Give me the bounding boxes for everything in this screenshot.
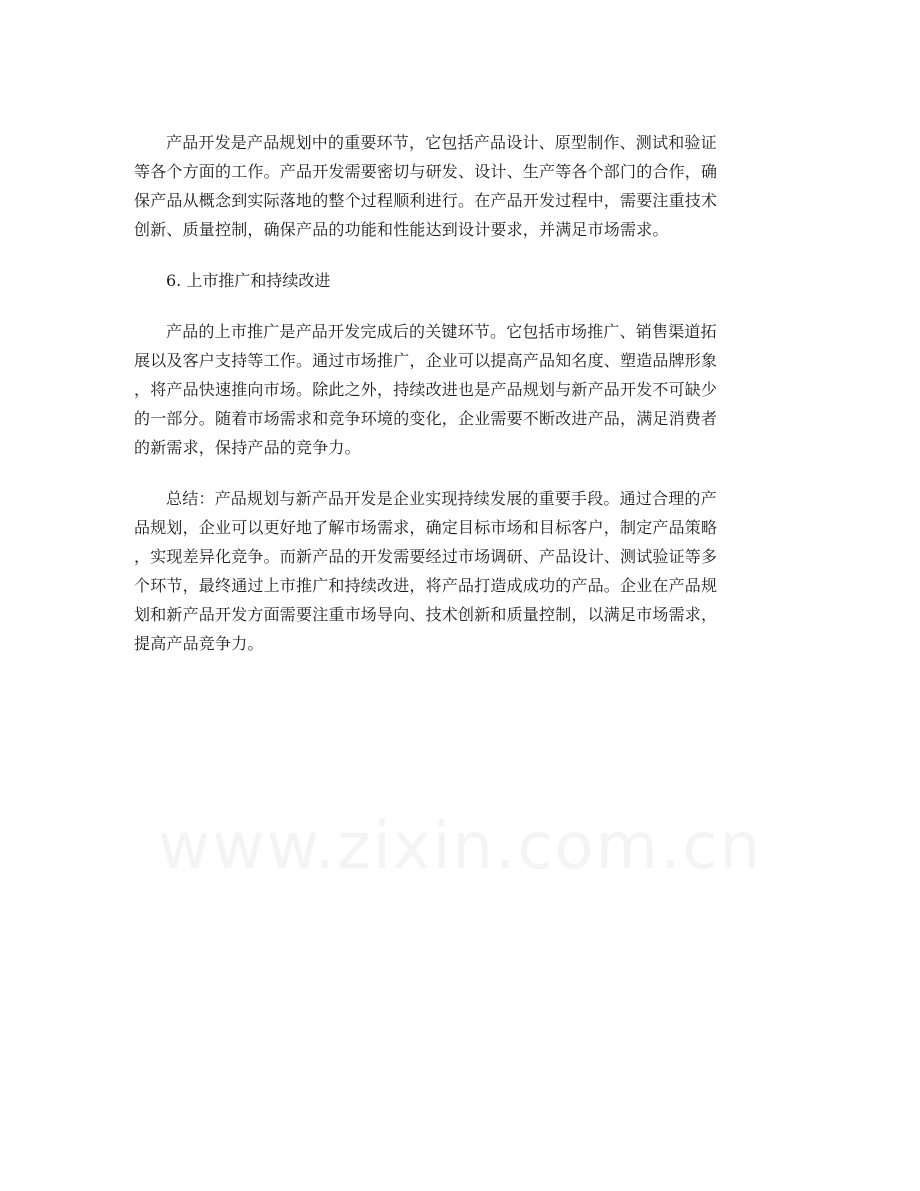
paragraph-line: 提高产品竞争力。 xyxy=(134,634,264,653)
paragraph-line: 展以及客户支持等工作。通过市场推广，企业可以提高产品知名度、塑造品牌形象 xyxy=(134,351,718,370)
paragraph-line: 产品的上市推广是产品开发完成后的关键环节。它包括市场推广、销售渠道拓 xyxy=(166,322,717,341)
section-heading-6: 6. 上市推广和持续改进 xyxy=(166,271,331,290)
paragraph-line: 品规划，企业可以更好地了解市场需求，确定目标市场和目标客户，制定产品策略 xyxy=(134,518,718,537)
paragraph-launch-promotion xyxy=(134,317,786,462)
paragraph-line: ，实现差异化竞争。而新产品的开发需要经过市场调研、产品设计、测试验证等多 xyxy=(134,547,718,566)
paragraph-line: 个环节，最终通过上市推广和持续改进，将产品打造成成功的产品。企业在产品规 xyxy=(134,576,718,595)
paragraph-line: 创新、质量控制，确保产品的功能和性能达到设计要求，并满足市场需求。 xyxy=(134,220,669,239)
paragraph-product-development xyxy=(134,128,786,244)
paragraph-summary xyxy=(134,484,786,658)
paragraph-line: 的一部分。随着市场需求和竞争环境的变化，企业需要不断改进产品，满足消费者 xyxy=(134,409,718,428)
paragraph-line: 划和新产品开发方面需要注重市场导向、技术创新和质量控制，以满足市场需求， xyxy=(134,605,718,624)
paragraph-line: 总结：产品规划与新产品开发是企业实现持续发展的重要手段。通过合理的产 xyxy=(166,489,717,508)
paragraph-line: 保产品从概念到实际落地的整个过程顺利进行。在产品开发过程中，需要注重技术 xyxy=(134,191,718,210)
paragraph-line: 的新需求，保持产品的竞争力。 xyxy=(134,438,361,457)
document-body xyxy=(134,128,786,680)
paragraph-line: 等各个方面的工作。产品开发需要密切与研发、设计、生产等各个部门的合作，确 xyxy=(134,162,718,181)
watermark: www.zixin.com.cn xyxy=(157,810,763,884)
paragraph-line: ，将产品快速推向市场。除此之外，持续改进也是产品规划与新产品开发不可缺少 xyxy=(134,380,718,399)
paragraph-line: 产品开发是产品规划中的重要环节，它包括产品设计、原型制作、测试和验证 xyxy=(166,133,717,152)
